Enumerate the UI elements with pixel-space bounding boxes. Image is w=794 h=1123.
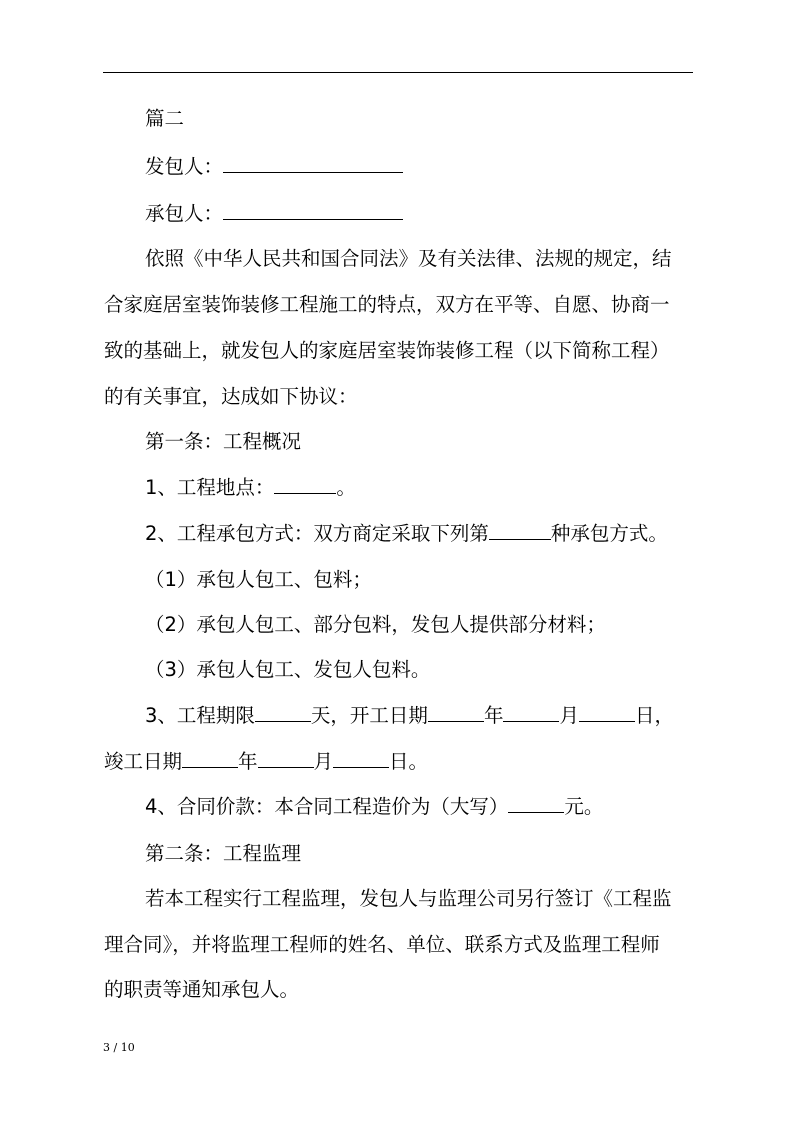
item4-line bbox=[145, 794, 745, 820]
supervision-line-3: 的职责等通知承包人。 bbox=[104, 978, 300, 1001]
method-blank[interactable] bbox=[489, 521, 551, 540]
start-year-blank[interactable] bbox=[428, 703, 484, 722]
item3-d: 月 bbox=[559, 704, 579, 727]
contractor-label: 承包人： bbox=[145, 202, 224, 225]
end-month-blank[interactable] bbox=[258, 749, 314, 768]
item3-e: 日， bbox=[634, 704, 674, 727]
item3-i: 日。 bbox=[389, 750, 429, 773]
supervision-line-1: 若本工程实行工程监理，发包人与监理公司另行签订《工程监 bbox=[145, 887, 672, 910]
item4-pre: 4、合同价款：本合同工程造价为（大写） bbox=[145, 795, 509, 818]
header-rule bbox=[103, 72, 693, 73]
option-3: （3）承包人包工、发包人包料。 bbox=[145, 658, 431, 681]
intro-line-1: 依照《中华人民共和国合同法》及有关法律、法规的规定，结 bbox=[145, 247, 672, 270]
price-blank[interactable] bbox=[508, 794, 564, 813]
employer-label: 发包人： bbox=[145, 155, 224, 178]
item4-post: 元。 bbox=[564, 795, 604, 818]
item3-c: 年 bbox=[483, 704, 504, 727]
item2-post: 种承包方式。 bbox=[550, 522, 668, 545]
contractor-blank[interactable] bbox=[223, 201, 403, 220]
item2-pre: 2、工程承包方式：双方商定采取下列第 bbox=[145, 522, 489, 545]
item2-line bbox=[145, 521, 745, 547]
supervision-line-2: 理合同》，并将监理工程师的姓名、单位、联系方式及监理工程师 bbox=[104, 933, 660, 956]
item1-pre: 1、工程地点： bbox=[145, 476, 275, 499]
page-number: 3 / 10 bbox=[103, 1041, 135, 1054]
intro-line-4: 的有关事宜，达成如下协议： bbox=[104, 385, 358, 408]
section-title: 篇二 bbox=[145, 107, 185, 130]
article1-title: 第一条：工程概况 bbox=[145, 430, 302, 453]
employer-blank[interactable] bbox=[223, 154, 403, 173]
item3-b: 天，开工日期 bbox=[310, 704, 428, 727]
article2-title: 第二条：工程监理 bbox=[145, 842, 302, 865]
item3-g: 年 bbox=[238, 750, 258, 773]
start-day-blank[interactable] bbox=[579, 703, 635, 722]
site-blank[interactable] bbox=[274, 475, 336, 494]
employer-line bbox=[145, 154, 745, 180]
item1-line bbox=[145, 475, 745, 501]
item3-f: 竣工日期 bbox=[104, 750, 183, 773]
days-blank[interactable] bbox=[255, 703, 311, 722]
end-year-blank[interactable] bbox=[182, 749, 238, 768]
end-day-blank[interactable] bbox=[333, 749, 389, 768]
item3-line-2 bbox=[104, 749, 704, 775]
option-2: （2）承包人包工、部分包料，发包人提供部分材料； bbox=[145, 613, 606, 636]
intro-line-3: 致的基础上，就发包人的家庭居室装饰装修工程（以下简称工程） bbox=[104, 339, 670, 362]
item3-a: 3、工程期限 bbox=[145, 704, 255, 727]
option-1: （1）承包人包工、包料； bbox=[145, 568, 372, 591]
item3-line bbox=[145, 703, 745, 729]
item3-h: 月 bbox=[313, 750, 334, 773]
intro-line-2: 合家庭居室装饰装修工程施工的特点，双方在平等、自愿、协商一 bbox=[104, 293, 670, 316]
contractor-line bbox=[145, 201, 745, 227]
item1-post: 。 bbox=[336, 476, 356, 499]
start-month-blank[interactable] bbox=[503, 703, 559, 722]
